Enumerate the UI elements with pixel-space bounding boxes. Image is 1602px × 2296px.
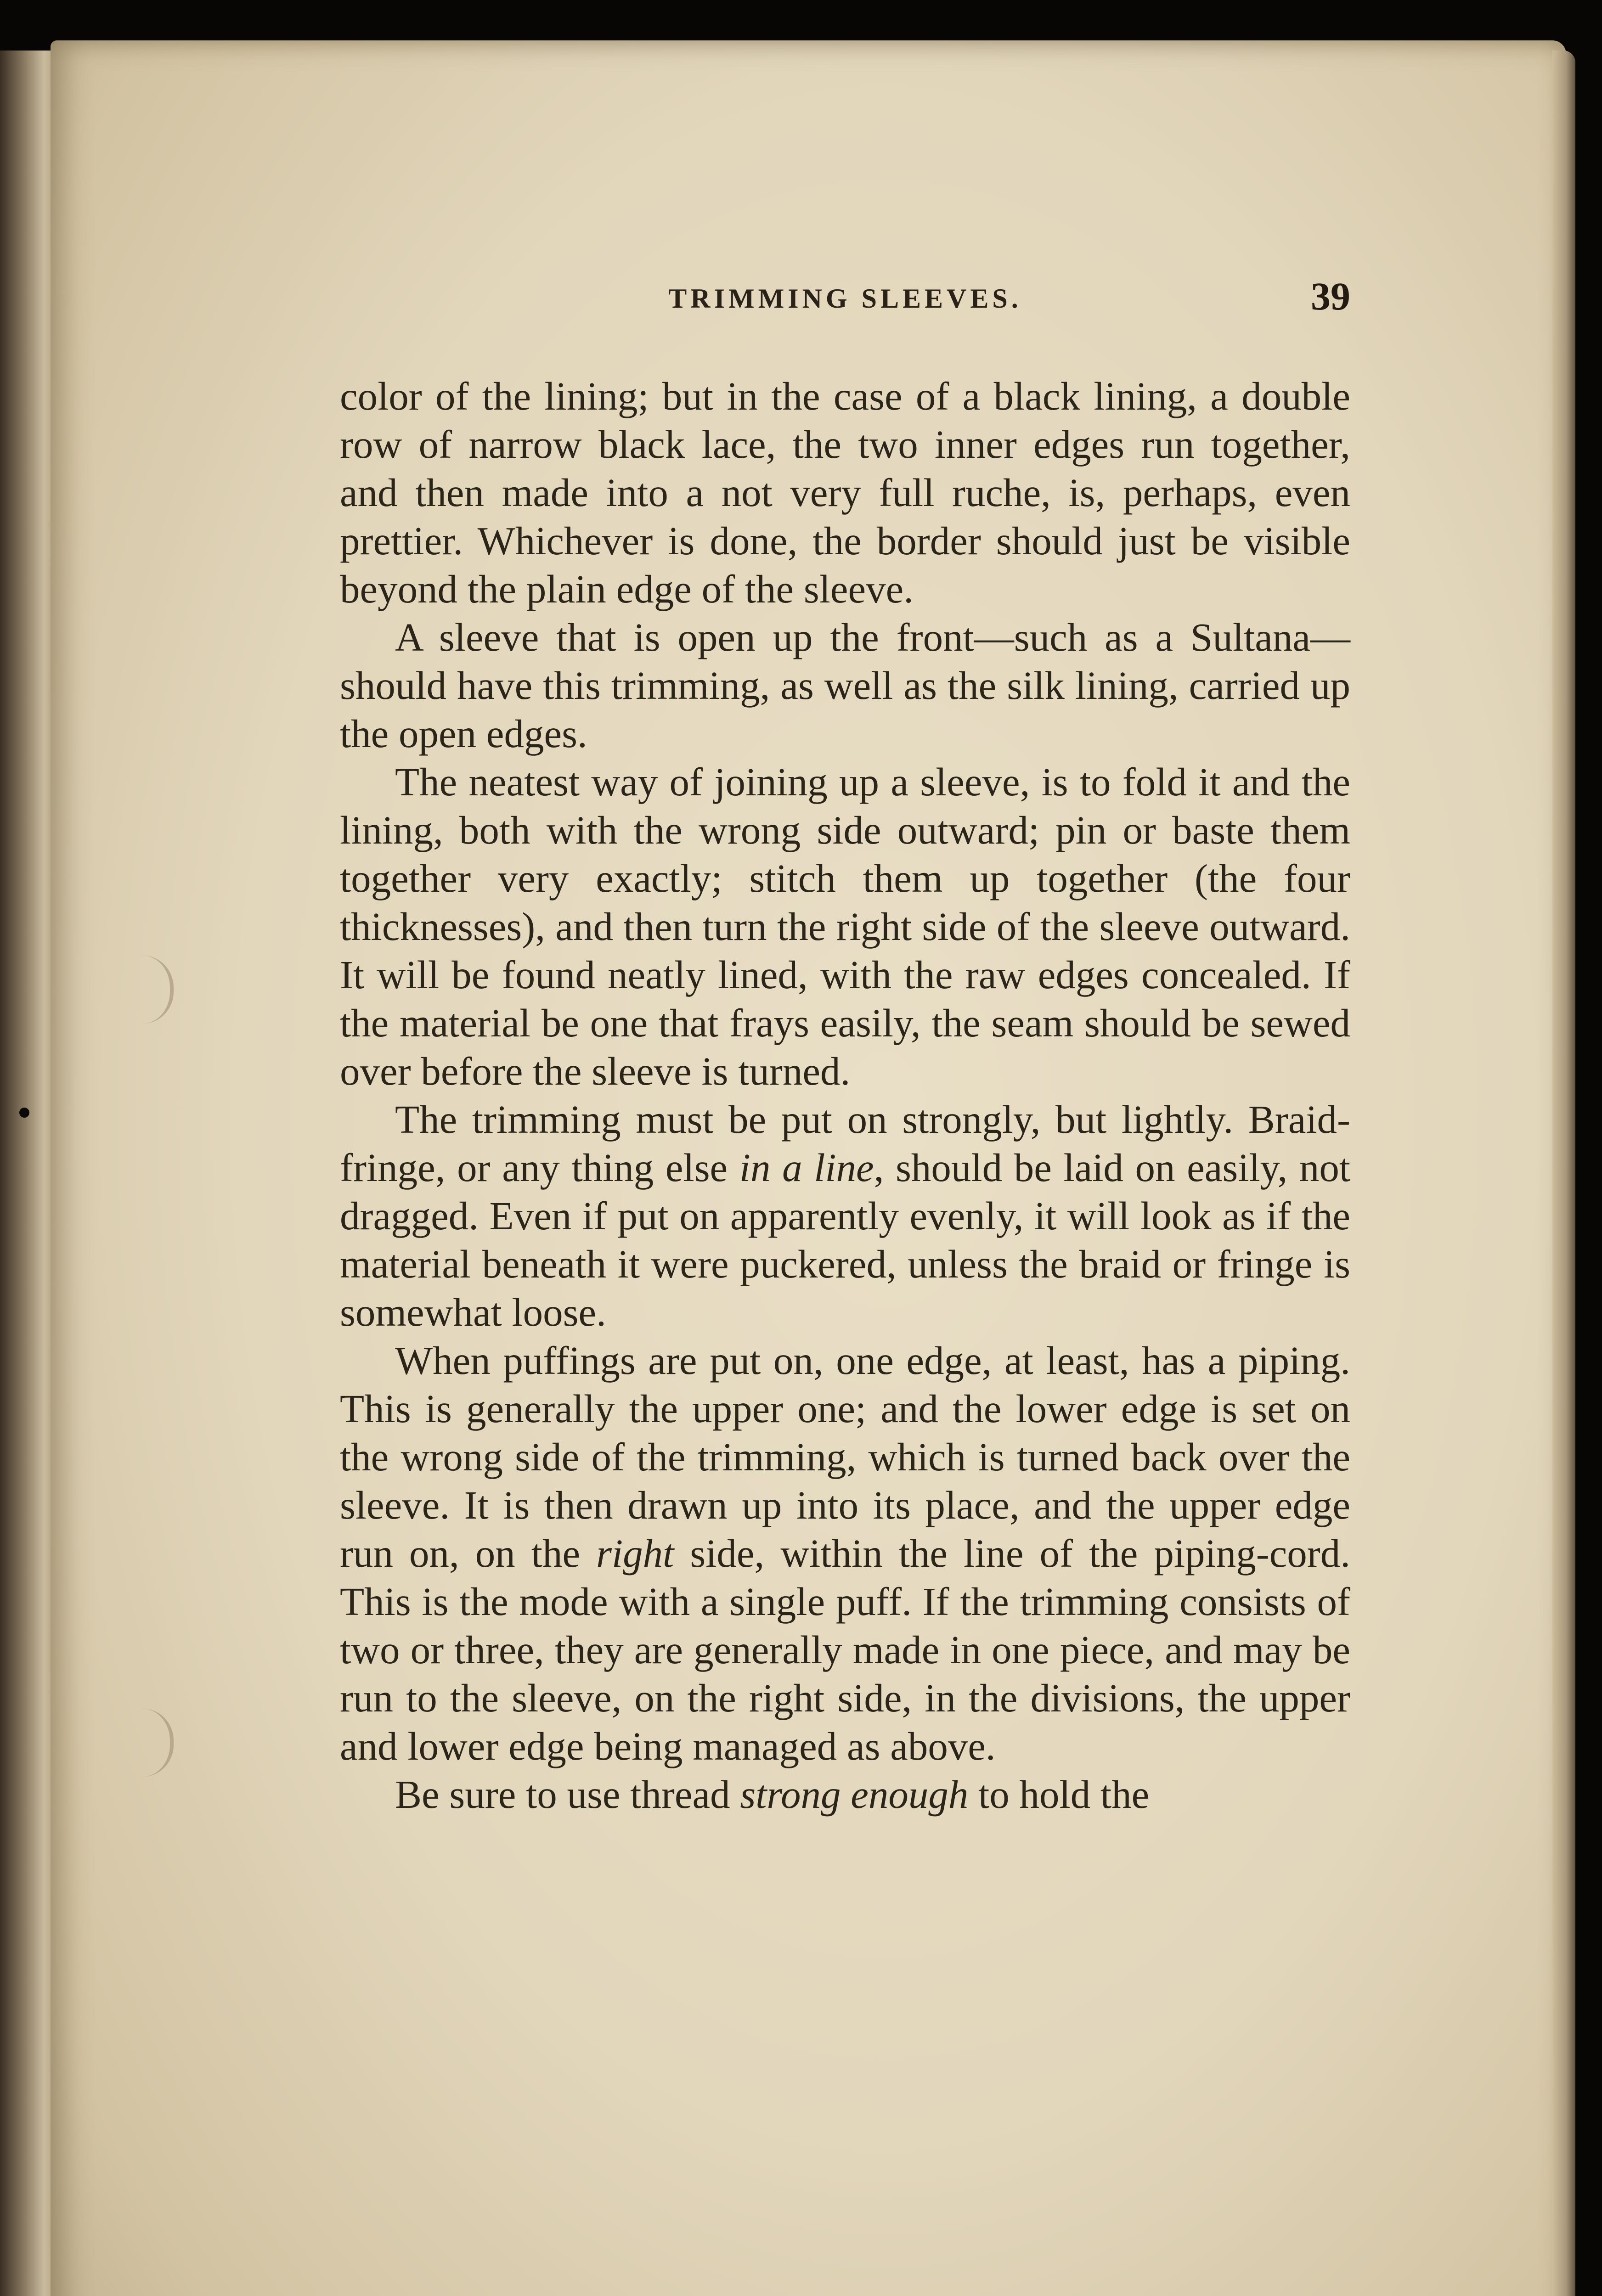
paragraph-text: color of the lining; but in the case of a black lining, a double row of narrow black lace, the two inner edges run together, and then made into a not very full ruche, is, perhaps, even prettier. Whichever is done, the border should just be visible beyond the plain edge of the sleeve. [340, 374, 1350, 611]
paragraph-text: to hold the [968, 1772, 1150, 1817]
italic-phrase: right [596, 1531, 674, 1576]
paragraph-text: The neatest way of joining up a sleeve, is to fold it and the lining, both with the wrong side outward; pin or baste them together very exactly; stitch them up together (the four thicknesses), and then turn the right side of the sleeve outward. It will be found neatly lined, with the raw edges concealed. If the material be one that frays easily, the seam should be sewed over before the sleeve is turned. [340, 760, 1350, 1093]
previous-page-edge [0, 51, 55, 2296]
page-edge-right [1552, 51, 1575, 2296]
paragraph-text: side, within the line of the piping-cord. This is the mode with a single puff. If the trimming consists of two or three, they are generally made in one piece, and may be run to the sleeve, on the right side, in the divisions, the upper and lower edge being managed as above. [340, 1531, 1350, 1768]
running-title: TRIMMING SLEEVES. [668, 283, 1022, 314]
paragraph-text: Be sure to use thread [395, 1772, 740, 1817]
paragraph-text: When puffings are put on, one edge, at least, has a piping. This is generally the upper one; and the lower edge is set on the wrong side of the trimming, which is turned back over the sleeve. It is then drawn up into its place, and the upper edge run on, on the [340, 1338, 1350, 1576]
italic-phrase: in a line [739, 1145, 874, 1190]
paragraph-text: A sleeve that is open up the front—such as a Sultana—should have this trimming, as well as the silk lining, carried up the open edges. [340, 615, 1350, 756]
paragraph [340, 758, 1350, 1095]
page-body [340, 372, 1350, 1818]
paragraph [340, 1336, 1350, 1770]
paragraph-text: , should be laid on easily, not dragged. Even if put on apparently evenly, it will look as if the material beneath it were puckered, unless the braid or fringe is somewhat loose. [340, 1145, 1350, 1334]
paragraph [340, 613, 1350, 758]
paragraph [340, 372, 1350, 613]
paragraph [340, 1770, 1350, 1818]
ink-dot [19, 1108, 29, 1118]
paragraph [340, 1095, 1350, 1336]
page-number: 39 [1311, 274, 1350, 318]
paragraph-text: The trimming must be put on strongly, but lightly. Braid-fringe, or any thing else [340, 1097, 1350, 1190]
italic-phrase: strong enough [740, 1772, 969, 1817]
